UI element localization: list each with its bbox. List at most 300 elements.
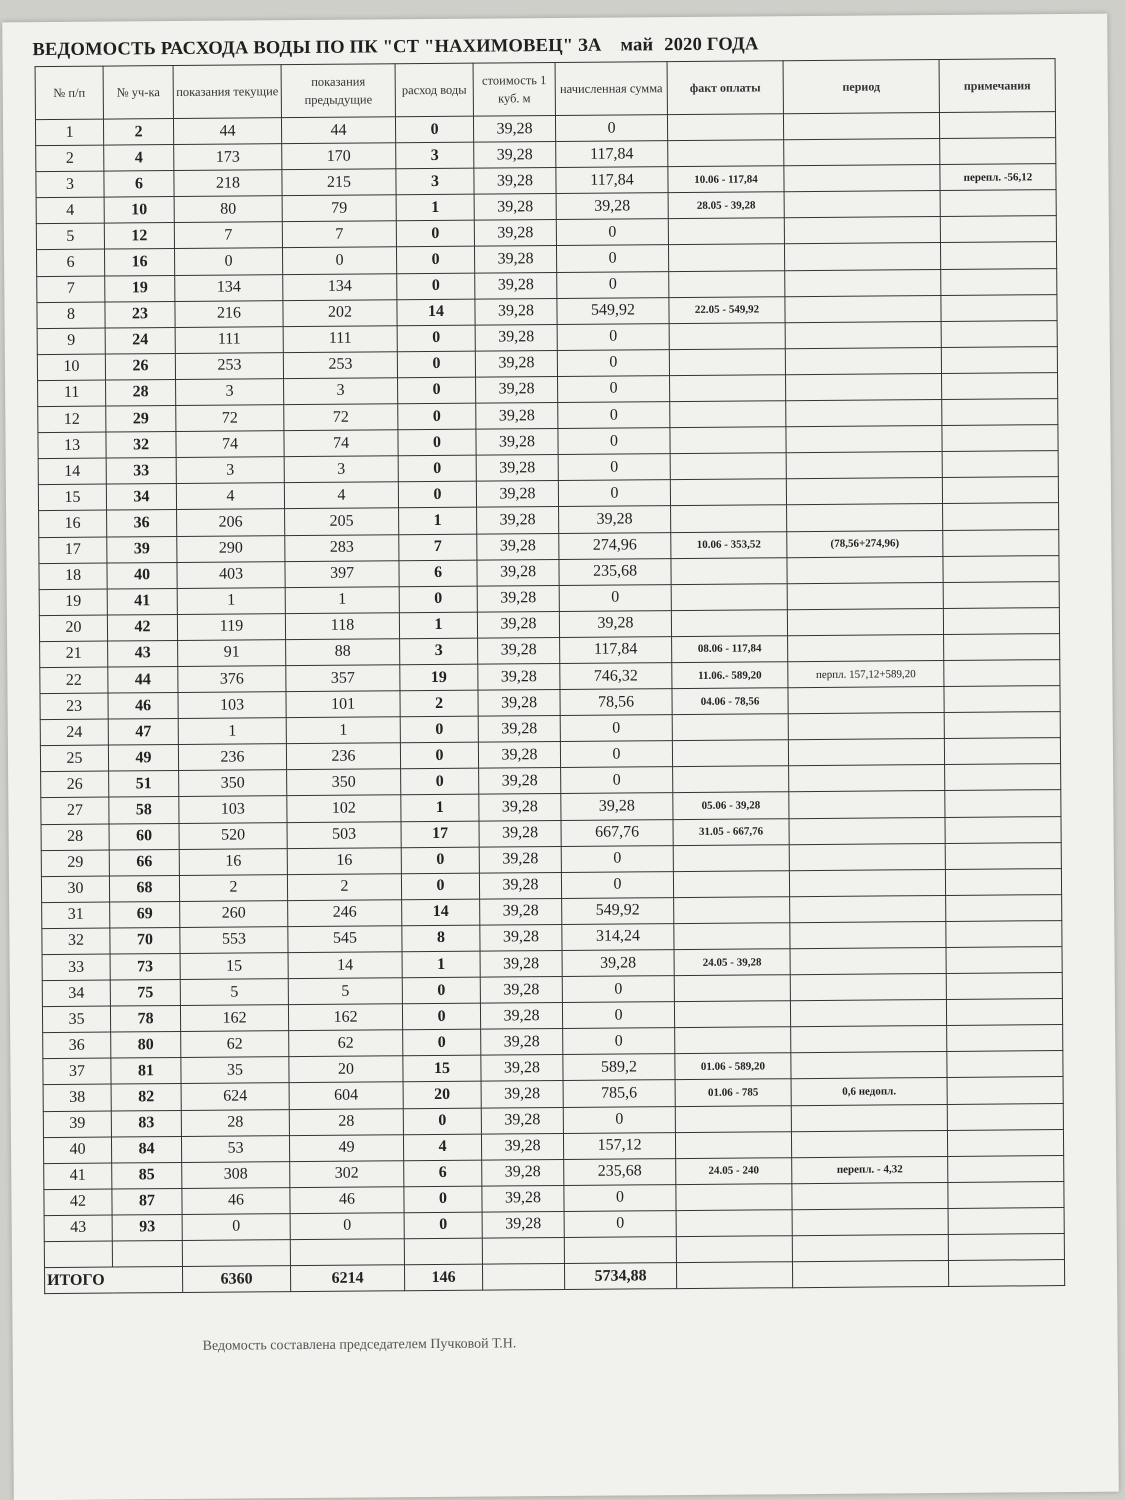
cell-price: 39,28: [481, 1055, 563, 1082]
cell-paid: 08.06 - 117,84: [672, 636, 788, 663]
total-period: [792, 1261, 948, 1288]
cell-period: [788, 713, 944, 740]
cell-note: [948, 1155, 1064, 1182]
cell-num: 28: [41, 824, 109, 851]
cell-period: [787, 582, 943, 609]
cell-num: 30: [41, 876, 109, 903]
cell-paid: [670, 427, 786, 454]
cell-water: 17: [401, 821, 479, 848]
cell-period: [788, 687, 944, 714]
cell-paid: [673, 870, 789, 897]
cell-previous: 101: [286, 691, 400, 718]
cell-paid: [674, 1001, 790, 1028]
cell-num: 15: [38, 484, 106, 511]
header-note: примечания: [939, 59, 1055, 113]
cell-plot: 60: [109, 823, 179, 850]
cell-price: 39,28: [475, 272, 557, 299]
cell-water: 0: [401, 873, 479, 900]
cell-current: 520: [179, 822, 287, 849]
cell-paid: [675, 1027, 791, 1054]
cell-price: 39,28: [479, 846, 561, 873]
cell-num: 38: [43, 1085, 111, 1112]
cell-num: 2: [36, 145, 104, 172]
cell-water: 0: [395, 116, 473, 143]
cell-note: [948, 1207, 1064, 1234]
cell-current: 103: [179, 796, 287, 823]
cell-price: 39,28: [476, 429, 558, 456]
cell-period: [786, 478, 942, 505]
cell-previous: 102: [287, 795, 401, 822]
cell-current: 253: [175, 353, 283, 380]
cell-note: [940, 216, 1056, 243]
cell-previous: 4: [284, 482, 398, 509]
cell-accrued: 0: [557, 323, 669, 350]
cell-plot: 83: [111, 1110, 181, 1137]
cell-note: [945, 868, 1061, 895]
cell-paid: 05.06 - 39,28: [673, 792, 789, 819]
cell-water: 0: [397, 351, 475, 378]
cell-period: [789, 843, 945, 870]
cell-paid: [669, 270, 785, 297]
cell-water: 0: [403, 1108, 481, 1135]
cell-note: [947, 1103, 1063, 1130]
cell-note: [943, 555, 1059, 582]
cell-water: 0: [402, 977, 480, 1004]
cell-accrued: 0: [556, 245, 668, 272]
cell-accrued: 274,96: [559, 532, 671, 559]
cell-paid: [670, 453, 786, 480]
cell-price: 39,28: [477, 507, 559, 534]
cell-price: 39,28: [474, 246, 556, 273]
cell-paid: 31.05 - 667,76: [673, 818, 789, 845]
cell-period: [787, 504, 943, 531]
cell-paid: [667, 114, 783, 141]
cell-num: 34: [42, 980, 110, 1007]
cell-current: 260: [180, 900, 288, 927]
cell-current: 350: [179, 770, 287, 797]
cell-current: 3: [176, 457, 284, 484]
cell-previous: 79: [282, 195, 396, 222]
cell-plot: 44: [108, 666, 178, 693]
cell-num: 18: [39, 563, 107, 590]
cell-current: 28: [181, 1109, 289, 1136]
cell-num: 22: [40, 667, 108, 694]
cell-water: 0: [398, 377, 476, 404]
cell-previous: 2: [287, 873, 401, 900]
cell-paid: [672, 714, 788, 741]
cell-price: 39,28: [477, 585, 559, 612]
cell-current: 62: [181, 1031, 289, 1058]
cell-price: 39,28: [474, 142, 556, 169]
cell-water: 7: [399, 534, 477, 561]
cell-price: 39,28: [477, 559, 559, 586]
cell-note: [944, 686, 1060, 713]
cell-note: [941, 268, 1057, 295]
cell-accrued: 0: [557, 271, 669, 298]
cell-plot: 75: [110, 980, 180, 1007]
cell-accrued: 549,92: [557, 297, 669, 324]
cell-previous: 28: [289, 1108, 403, 1135]
cell-plot: 41: [107, 588, 177, 615]
cell-previous: 215: [282, 169, 396, 196]
cell-plot: 73: [110, 953, 180, 980]
header-water: расход воды: [395, 63, 473, 117]
cell-num: 20: [39, 615, 107, 642]
cell-previous: 49: [289, 1134, 403, 1161]
cell-plot: 39: [107, 536, 177, 563]
cell-previous: 283: [285, 534, 399, 561]
cell-price: 39,28: [474, 194, 556, 221]
cell-current: 403: [177, 561, 285, 588]
title-main: ВЕДОМОСТЬ РАСХОДА ВОДЫ ПО ПК "СТ "НАХИМОВЕЦ" ЗА: [32, 35, 602, 61]
cell-water: 0: [403, 1029, 481, 1056]
cell-water: 0: [399, 586, 477, 613]
cell-water: 6: [404, 1160, 482, 1187]
cell-paid: 10.06 - 353,52: [671, 531, 787, 558]
cell-water: 19: [400, 664, 478, 691]
cell-current: 91: [178, 640, 286, 667]
cell-price: 39,28: [482, 1211, 564, 1238]
cell-accrued: 314,24: [562, 924, 674, 951]
total-note: [948, 1260, 1064, 1287]
water-usage-table: [35, 58, 1066, 1294]
cell-plot: 85: [112, 1162, 182, 1189]
table-header-row: [35, 59, 1055, 120]
cell-water: 3: [400, 638, 478, 665]
cell-note: [941, 294, 1057, 321]
cell-water: 0: [398, 455, 476, 482]
cell-note: [944, 633, 1060, 660]
cell-num: 5: [36, 223, 104, 250]
cell-water: 4: [403, 1134, 481, 1161]
cell-paid: 11.06.- 589,20: [672, 662, 788, 689]
cell-note: [943, 581, 1059, 608]
cell-plot: 29: [106, 406, 176, 433]
cell-period: [783, 113, 939, 140]
cell-accrued: 235,68: [559, 558, 671, 585]
cell-current: 308: [182, 1161, 290, 1188]
cell-previous: 74: [284, 430, 398, 457]
cell-water: 0: [402, 1003, 480, 1030]
cell-accrued: 0: [556, 219, 668, 246]
cell-current: 0: [182, 1214, 290, 1241]
cell-previous: 3: [284, 378, 398, 405]
cell-water: 1: [402, 951, 480, 978]
cell-current: 80: [174, 196, 282, 223]
cell-num: 37: [43, 1058, 111, 1085]
cell-accrued: 0: [564, 1211, 676, 1238]
cell-plot: 16: [105, 249, 175, 276]
cell-period: [784, 243, 940, 270]
cell-plot: 24: [105, 327, 175, 354]
cell-plot: 2: [103, 119, 173, 146]
total-label: ИТОГО: [44, 1267, 182, 1294]
cell-current: 2: [179, 874, 287, 901]
cell-num: 21: [40, 641, 108, 668]
cell-note: [940, 242, 1056, 269]
cell-plot: 42: [107, 614, 177, 641]
cell-period: [784, 139, 940, 166]
cell-water: 0: [398, 481, 476, 508]
cell-plot: 23: [105, 301, 175, 328]
cell-period: [789, 869, 945, 896]
document-title: [32, 32, 1032, 61]
cell-accrued: 157,12: [563, 1132, 675, 1159]
cell-num: 33: [42, 954, 110, 981]
cell-previous: 0: [282, 247, 396, 274]
cell-price: 39,28: [477, 533, 559, 560]
cell-price: 39,28: [479, 794, 561, 821]
cell-note: [945, 790, 1061, 817]
cell-price: 39,28: [473, 116, 555, 143]
cell-num: 39: [43, 1111, 111, 1138]
table-body: [35, 112, 1064, 1242]
cell-water: 6: [399, 560, 477, 587]
document-footer: Ведомость составлена председателем Пучковой Т.Н.: [202, 1336, 517, 1354]
cell-note: [941, 373, 1057, 400]
cell-previous: 162: [288, 1004, 402, 1031]
cell-current: 72: [176, 405, 284, 432]
cell-accrued: 0: [558, 376, 670, 403]
cell-period: перпл. 157,12+589,20: [788, 660, 944, 687]
cell-water: 0: [396, 221, 474, 248]
cell-accrued: 235,68: [564, 1158, 676, 1185]
cell-paid: [676, 1184, 792, 1211]
cell-previous: 5: [288, 978, 402, 1005]
title-year: 2020 ГОДА: [664, 34, 759, 56]
cell-period: [789, 817, 945, 844]
cell-note: [946, 947, 1062, 974]
cell-previous: 236: [286, 743, 400, 770]
cell-water: 0: [401, 847, 479, 874]
cell-period: [785, 295, 941, 322]
cell-period: [785, 347, 941, 374]
cell-paid: [671, 609, 787, 636]
cell-num: 32: [42, 928, 110, 955]
document-sheet: [2, 14, 1119, 1500]
header-previous: показания предыдущие: [281, 64, 395, 118]
cell-plot: 49: [108, 745, 178, 772]
cell-previous: 62: [289, 1030, 403, 1057]
cell-plot: 10: [104, 197, 174, 224]
cell-plot: 43: [108, 640, 178, 667]
total-previous: 6214: [290, 1265, 404, 1292]
cell-period: [789, 765, 945, 792]
cell-accrued: 0: [560, 741, 672, 768]
cell-accrued: 39,28: [559, 506, 671, 533]
cell-plot: 58: [109, 797, 179, 824]
cell-price: 39,28: [474, 220, 556, 247]
cell-period: [785, 321, 941, 348]
cell-note: [947, 1129, 1063, 1156]
cell-price: 39,28: [478, 742, 560, 769]
cell-water: 1: [399, 612, 477, 639]
cell-price: 39,28: [479, 768, 561, 795]
cell-period: [786, 400, 942, 427]
cell-water: 14: [397, 299, 475, 326]
cell-paid: [675, 1131, 791, 1158]
cell-previous: 1: [285, 586, 399, 613]
cell-paid: 01.06 - 785: [675, 1079, 791, 1106]
cell-plot: 84: [111, 1136, 181, 1163]
total-price: [482, 1264, 564, 1291]
cell-period: [784, 217, 940, 244]
cell-plot: 6: [104, 171, 174, 198]
cell-current: 74: [176, 431, 284, 458]
cell-previous: 170: [282, 143, 396, 170]
cell-current: 134: [175, 274, 283, 301]
cell-price: 39,28: [480, 924, 562, 951]
cell-water: 0: [404, 1186, 482, 1213]
cell-paid: [673, 844, 789, 871]
cell-accrued: 589,2: [563, 1054, 675, 1081]
header-current: показания текущие: [173, 65, 281, 119]
cell-period: [786, 452, 942, 479]
cell-current: 3: [176, 379, 284, 406]
cell-plot: 66: [109, 849, 179, 876]
cell-period: [790, 1000, 946, 1027]
cell-accrued: 39,28: [561, 793, 673, 820]
cell-current: 1: [178, 718, 286, 745]
cell-current: 0: [174, 248, 282, 275]
cell-current: 162: [180, 1005, 288, 1032]
cell-note: [944, 712, 1060, 739]
cell-water: 1: [401, 795, 479, 822]
cell-current: 206: [177, 509, 285, 536]
cell-paid: [668, 218, 784, 245]
cell-accrued: 0: [561, 845, 673, 872]
cell-plot: 69: [110, 901, 180, 928]
cell-num: 14: [38, 458, 106, 485]
cell-note: [946, 999, 1062, 1026]
cell-current: 103: [178, 692, 286, 719]
cell-current: 218: [174, 170, 282, 197]
cell-plot: 68: [109, 875, 179, 902]
cell-accrued: 0: [561, 871, 673, 898]
cell-water: 20: [403, 1082, 481, 1109]
cell-price: 39,28: [476, 376, 558, 403]
cell-num: 1: [35, 119, 103, 146]
cell-previous: 202: [283, 299, 397, 326]
cell-period: [791, 1026, 947, 1053]
cell-plot: 80: [111, 1032, 181, 1059]
cell-previous: 44: [281, 117, 395, 144]
cell-period: [787, 556, 943, 583]
cell-water: 0: [398, 429, 476, 456]
cell-num: 27: [41, 797, 109, 824]
cell-price: 39,28: [478, 716, 560, 743]
cell-num: 29: [41, 850, 109, 877]
cell-paid: 28.05 - 39,28: [668, 192, 784, 219]
cell-price: 39,28: [478, 637, 560, 664]
cell-price: 39,28: [476, 481, 558, 508]
cell-num: 10: [37, 354, 105, 381]
cell-water: 14: [402, 899, 480, 926]
cell-note: [942, 477, 1058, 504]
cell-current: 15: [180, 953, 288, 980]
cell-current: 216: [175, 300, 283, 327]
cell-note: [942, 425, 1058, 452]
cell-note: [941, 346, 1057, 373]
cell-previous: 72: [284, 404, 398, 431]
cell-note: [943, 607, 1059, 634]
cell-previous: 111: [283, 326, 397, 353]
cell-current: 5: [180, 979, 288, 1006]
cell-paid: 24.05 - 39,28: [674, 949, 790, 976]
cell-num: 8: [37, 302, 105, 329]
cell-current: 44: [173, 118, 281, 145]
cell-plot: 93: [112, 1214, 182, 1241]
cell-price: 39,28: [475, 324, 557, 351]
cell-note: [947, 1077, 1063, 1104]
cell-num: 7: [37, 276, 105, 303]
cell-num: 17: [39, 537, 107, 564]
cell-num: 41: [44, 1163, 112, 1190]
cell-note: [944, 660, 1060, 687]
cell-accrued: 0: [563, 1028, 675, 1055]
cell-current: 46: [182, 1187, 290, 1214]
cell-period: [788, 634, 944, 661]
cell-paid: [670, 479, 786, 506]
cell-accrued: 39,28: [556, 193, 668, 220]
cell-water: 0: [404, 1212, 482, 1239]
cell-paid: [673, 766, 789, 793]
cell-price: 39,28: [476, 403, 558, 430]
total-current: 6360: [182, 1266, 290, 1293]
cell-accrued: 0: [558, 402, 670, 429]
cell-plot: 82: [111, 1084, 181, 1111]
cell-price: 39,28: [480, 1003, 562, 1030]
cell-current: 376: [178, 666, 286, 693]
cell-paid: 22.05 - 549,92: [669, 296, 785, 323]
cell-price: 39,28: [481, 1107, 563, 1134]
cell-accrued: 549,92: [562, 897, 674, 924]
header-period: период: [783, 60, 939, 114]
cell-period: [790, 947, 946, 974]
cell-note: [946, 920, 1062, 947]
cell-previous: 350: [287, 769, 401, 796]
cell-previous: 357: [286, 665, 400, 692]
cell-previous: 134: [283, 273, 397, 300]
cell-period: (78,56+274,96): [787, 530, 943, 557]
cell-previous: 118: [285, 613, 399, 640]
cell-price: 39,28: [482, 1159, 564, 1186]
cell-previous: 205: [285, 508, 399, 535]
cell-water: 0: [398, 403, 476, 430]
cell-num: 42: [44, 1189, 112, 1216]
cell-previous: 16: [287, 847, 401, 874]
cell-price: 39,28: [481, 1133, 563, 1160]
cell-previous: 7: [282, 221, 396, 248]
cell-note: [945, 842, 1061, 869]
cell-previous: 604: [289, 1082, 403, 1109]
cell-num: 36: [43, 1032, 111, 1059]
cell-accrued: 667,76: [561, 819, 673, 846]
cell-plot: 36: [107, 510, 177, 537]
cell-period: [786, 426, 942, 453]
cell-price: 39,28: [479, 872, 561, 899]
cell-current: 111: [175, 326, 283, 353]
cell-paid: [674, 923, 790, 950]
cell-accrued: 0: [558, 428, 670, 455]
cell-paid: 24.05 - 240: [676, 1157, 792, 1184]
cell-num: 13: [38, 432, 106, 459]
cell-accrued: 0: [558, 454, 670, 481]
cell-note: [947, 1051, 1063, 1078]
cell-previous: 545: [288, 926, 402, 953]
header-accrued: начисленная сумма: [555, 62, 667, 116]
cell-paid: [676, 1210, 792, 1237]
